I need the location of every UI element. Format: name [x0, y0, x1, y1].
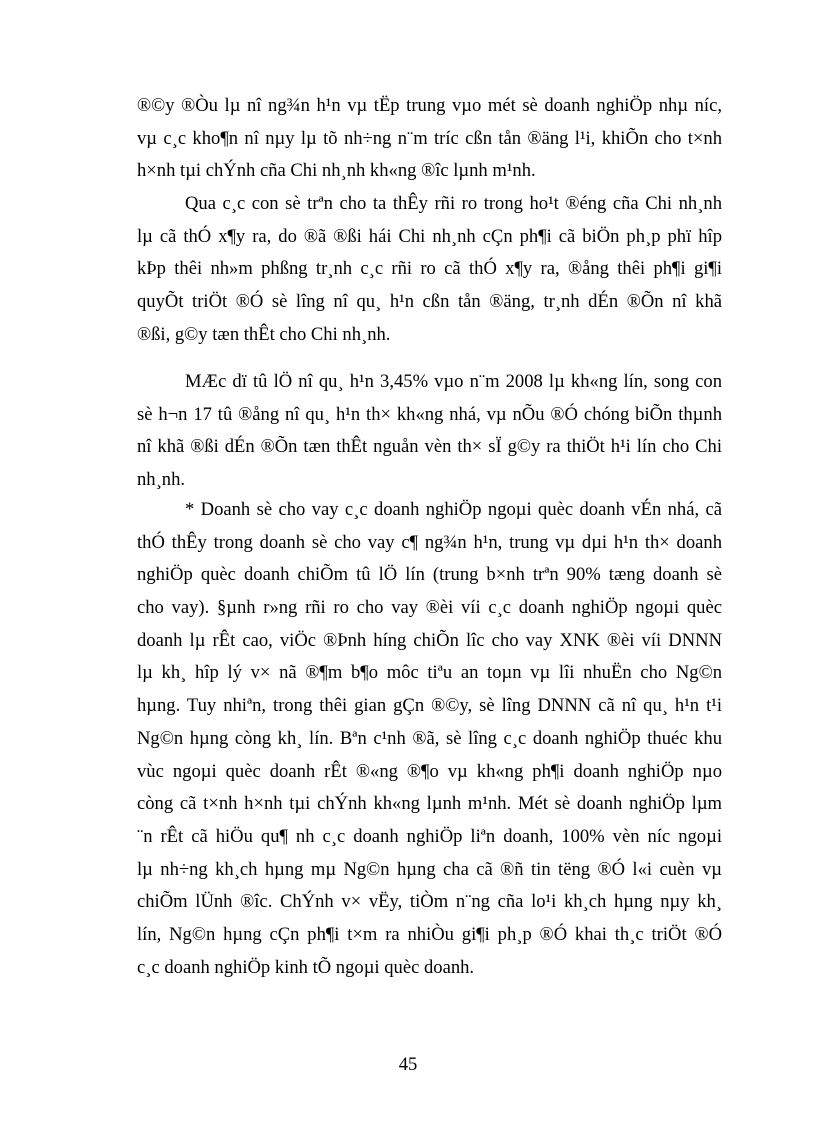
- text-line: ®©y ®Òu lµ nî ng¾n h¹n vµ tËp trung vµo mét sè doanh nghiÖp nhµ níc,: [137, 95, 722, 116]
- text-line: lµ nh÷ng kh¸ch hµng mµ Ng©n hµng cha cã ®ñ tin tëng ®Ó l«i cuèn vµ: [137, 858, 722, 880]
- text-line: thÓ thÊy trong doanh sè cho vay c¶ ng¾n h¹n, trung vµ dµi h¹n th× doanh: [137, 531, 722, 553]
- text-line: quyÕt triÖt ®Ó sè lîng nî qu¸ h¹n cßn tån ®äng, tr¸nh dÉn ®Õn nî khã: [137, 291, 722, 313]
- text-line: lín, Ng©n hµng cÇn ph¶i t×m ra nhiÒu gi¶i ph¸p ®Ó khai th¸c triÖt ®Ó: [137, 923, 722, 945]
- text-line: vµ c¸c kho¶n nî nµy lµ tõ nh÷ng n¨m tríc cßn tån ®äng l¹i, khiÕn cho t×nh: [137, 127, 722, 149]
- text-line: chiÕm lÜnh ®îc. ChÝnh v× vËy, tiÒm n¨ng cña lo¹i kh¸ch hµng nµy kh¸: [137, 891, 722, 913]
- text-line: hµng. Tuy nhiªn, trong thêi gian gÇn ®©y, sè lîng DNNN cã nî qu¸ h¹n t¹i: [137, 695, 722, 717]
- paragraph-3: [137, 366, 722, 497]
- text-line: Qua c¸c con sè trªn cho ta thÊy rñi ro trong ho¹t ®éng cña Chi nh¸nh: [185, 193, 722, 214]
- paragraph-4: [137, 494, 722, 984]
- text-line: ¨n rÊt cã hiÖu qu¶ nh c¸c doanh nghiÖp liªn doanh, 100% vèn níc ngoµi: [137, 825, 722, 847]
- text-line: cho vay). §µnh r»ng rñi ro cho vay ®èi víi c¸c doanh nghiÖp ngoµi quèc: [137, 597, 722, 619]
- text-line: nh¸nh.: [137, 469, 186, 491]
- text-line: h×nh tµi chÝnh cña Chi nh¸nh kh«ng ®îc lµnh m¹nh.: [137, 160, 536, 182]
- text-line: doanh lµ rÊt cao, viÖc ®Þnh híng chiÕn lîc cho vay XNK ®èi víi DNNN: [137, 629, 722, 651]
- text-line: lµ cã thÓ x¶y ra, do ®ã ®ßi hái Chi nh¸nh cÇn ph¶i cã biÖn ph¸p phï hîp: [137, 225, 722, 247]
- text-line: Ng©n hµng còng kh¸ lín. Bªn c¹nh ®ã, sè lîng c¸c doanh nghiÖp thuéc khu: [137, 727, 722, 749]
- text-line: c¸c doanh nghiÖp kinh tÕ ngoµi quèc doanh.: [137, 956, 475, 978]
- text-line: nghiÖp quèc doanh chiÕm tû lÖ lín (trung b×nh trªn 90% tæng doanh sè: [137, 564, 722, 586]
- text-line: lµ kh¸ hîp lý v× nã ®¶m b¶o môc tiªu an toµn vµ lîi nhuËn cho Ng©n: [137, 662, 722, 684]
- text-line: kÞp thêi nh»m phßng tr¸nh c¸c rñi ro cã thÓ x¶y ra, ®ång thêi ph¶i gi¶i: [137, 258, 722, 280]
- paragraph-1: [137, 90, 722, 188]
- text-line: còng cã t×nh h×nh tµi chÝnh kh«ng lµnh m¹nh. Mét sè doanh nghiÖp lµm: [137, 793, 722, 815]
- text-line: nî khã ®ßi dÉn ®Õn tæn thÊt nguån vèn th× sÏ g©y ra thiÖt h¹i lín cho Chi: [137, 436, 722, 458]
- text-line: sè h¬n 17 tû ®ång nî qu¸ h¹n th× kh«ng nhá, vµ nÕu ®Ó chóng biÕn thµnh: [137, 403, 722, 425]
- text-line: * Doanh sè cho vay c¸c doanh nghiÖp ngoµi quèc doanh vÉn nhá, cã: [185, 499, 722, 520]
- paragraph-2: [137, 188, 722, 351]
- text-line: ®ßi, g©y tæn thÊt cho Chi nh¸nh.: [137, 323, 391, 345]
- text-line: vùc ngoµi quèc doanh rÊt ®«ng ®¶o vµ kh«ng ph¶i doanh nghiÖp nµo: [137, 760, 722, 782]
- page-number: 45: [398, 1054, 418, 1075]
- text-line: MÆc dï tû lÖ nî qu¸ h¹n 3,45% vµo n¨m 2008 lµ kh«ng lín, song con: [185, 371, 722, 392]
